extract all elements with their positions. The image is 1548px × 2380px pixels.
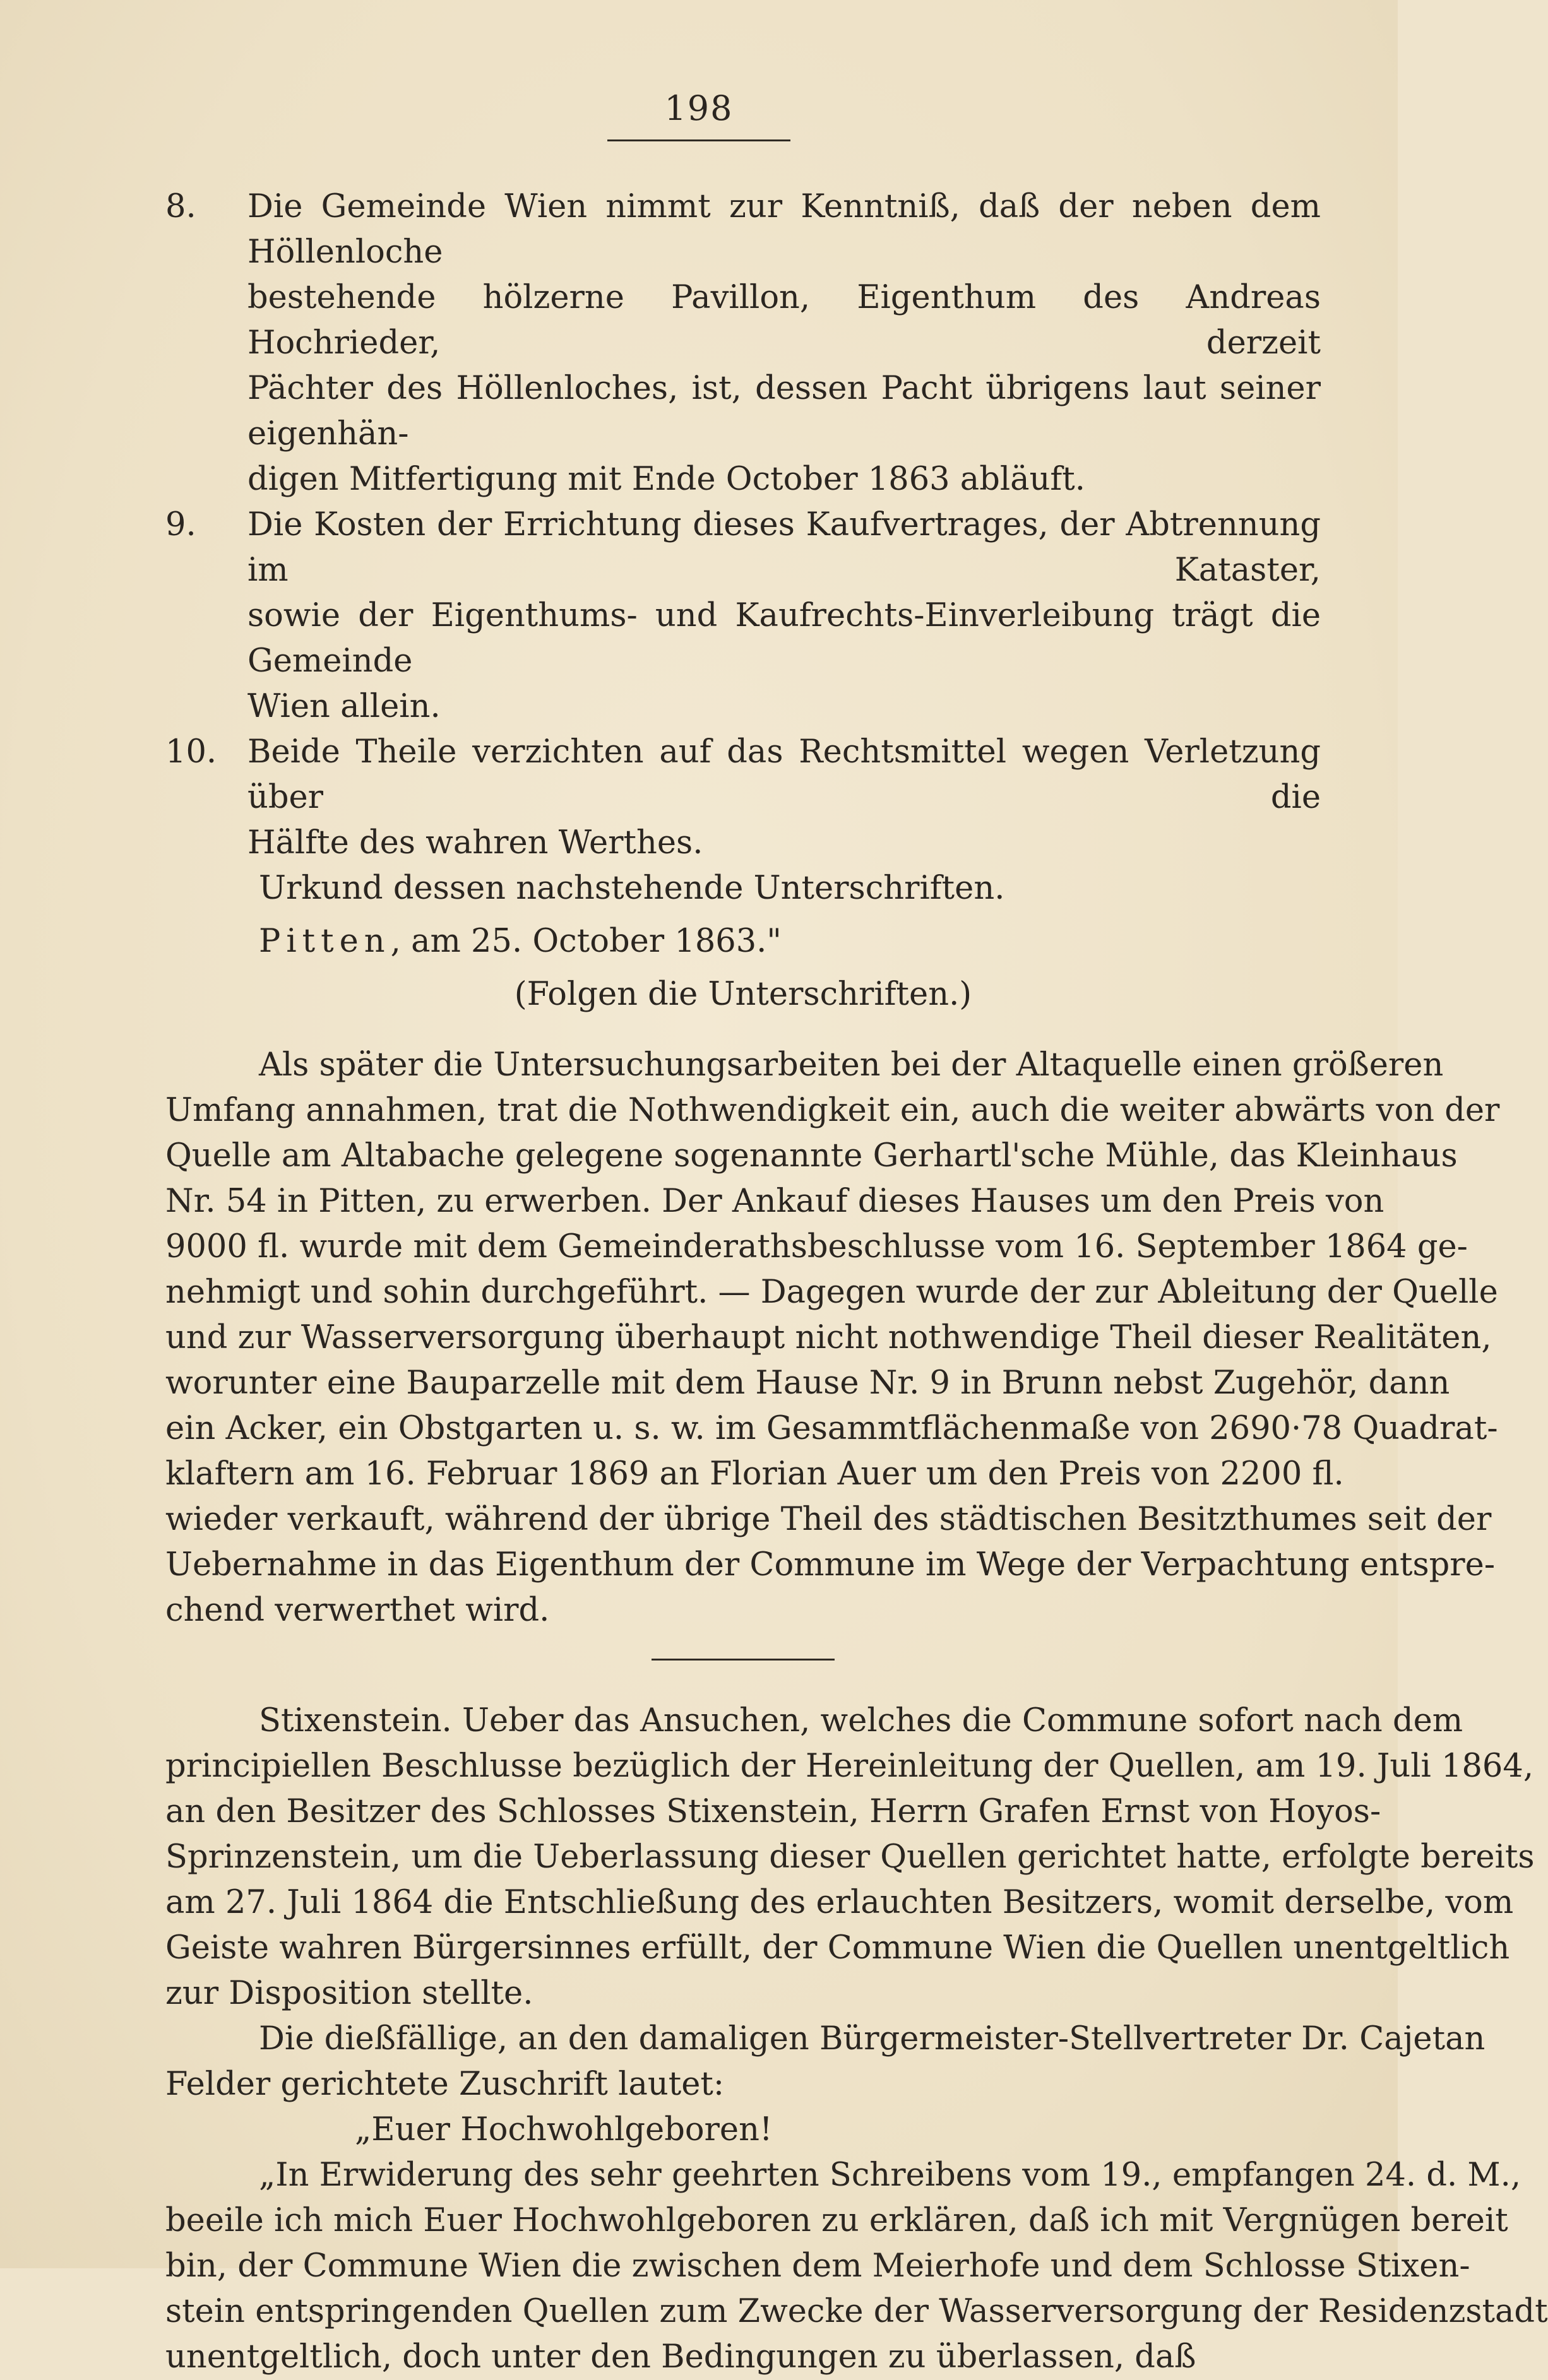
paragraph-letter <box>165 2153 1548 2380</box>
text-line: sowie der Eigenthums- und Kaufrechts-Einverleibung trägt die Gemeinde <box>247 597 1321 680</box>
text-line: beeile ich mich Euer Hochwohlgeboren zu erklären, daß ich mit Vergnügen bereit <box>165 2202 1508 2239</box>
place-name: Pitten <box>259 923 391 960</box>
text-line: Quelle am Altabache gelegene sogenannte Gerhartl'sche Mühle, das Kleinhaus <box>165 1137 1458 1175</box>
contract-item-8 <box>165 184 1321 502</box>
text-line: Hälfte des wahren Werthes. <box>247 824 703 861</box>
item-number: 10. <box>165 733 217 771</box>
text-line: stein entspringenden Quellen zum Zwecke der Wasserversorgung der Residenzstadt <box>165 2293 1548 2330</box>
section-divider <box>652 1659 835 1661</box>
text-line: Stixenstein. Ueber das Ansuchen, welches die Commune sofort nach dem <box>259 1702 1463 1739</box>
text-line: Umfang annahmen, trat die Nothwendigkeit ein, auch die weiter abwärts von der <box>165 1092 1500 1129</box>
salutation: „Euer Hochwohlgeboren! <box>355 2111 773 2148</box>
text-line: Nr. 54 in Pitten, zu erwerben. Der Ankauf dieses Hauses um den Preis von <box>165 1183 1384 1220</box>
text-line: an den Besitzer des Schlosses Stixenstein, Herrn Grafen Ernst von Hoyos- <box>165 1793 1381 1830</box>
text-line: worunter eine Bauparzelle mit dem Hause Nr. 9 in Brunn nebst Zugehör, dann <box>165 1365 1450 1402</box>
text-line: klaftern am 16. Februar 1869 an Florian Auer um den Preis von 2200 fl. <box>165 1455 1344 1493</box>
text-line: Die dießfällige, an den damaligen Bürgermeister-Stellvertreter Dr. Cajetan <box>259 2020 1485 2057</box>
text-line: am 27. Juli 1864 die Entschließung des erlauchten Besitzers, womit derselbe, vom <box>165 1884 1514 1921</box>
text-line: digen Mitfertigung mit Ende October 1863 abläuft. <box>247 461 1085 498</box>
contract-item-9 <box>165 502 1321 730</box>
text-line: principiellen Beschlusse bezüglich der Hereinleitung der Quellen, am 19. Juli 1864, <box>165 1748 1534 1785</box>
item-body <box>247 184 1321 502</box>
text-line: Pächter des Höllenloches, ist, dessen Pacht übrigens laut seiner eigenhän- <box>247 370 1321 453</box>
item-body <box>247 502 1321 730</box>
date-text: , am 25. October 1863." <box>390 923 782 960</box>
text-line: Uebernahme in das Eigenthum der Commune im Wege der Verpachtung entspre- <box>165 1546 1496 1584</box>
text-line: nehmigt und sohin durchgeführt. — Dagegen wurde der zur Ableitung der Quelle <box>165 1274 1498 1311</box>
text-line: Sprinzenstein, um die Ueberlassung dieser Quellen gerichtet hatte, erfolgte bereits <box>165 1838 1535 1876</box>
place-date-line <box>165 919 1321 964</box>
paragraph-altaquelle <box>165 1043 1500 1633</box>
text-line: Als später die Untersuchungsarbeiten bei der Altaquelle einen größeren <box>259 1046 1444 1084</box>
item-body <box>247 730 1321 866</box>
text-line: Geiste wahren Bürgersinnes erfüllt, der Commune Wien die Quellen unentgeltlich <box>165 1929 1510 1967</box>
text-line: Die Gemeinde Wien nimmt zur Kenntniß, daß der neben dem Höllenloche <box>247 188 1321 271</box>
urkund-line: Urkund dessen nachstehende Unterschriften. <box>259 870 1005 907</box>
text-line: Die Kosten der Errichtung dieses Kaufvertrages, der Abtrennung im Kataster, <box>247 506 1321 589</box>
paragraph-zuschrift <box>165 2016 1485 2107</box>
contract-item-10 <box>165 730 1321 866</box>
text-line: Beide Theile verzichten auf das Rechtsmittel wegen Verletzung über die <box>247 733 1321 816</box>
text-line: bestehende hölzerne Pavillon, Eigenthum des Andreas Hochrieder, derzeit <box>247 279 1321 362</box>
header-rule <box>607 139 790 141</box>
text-line: „In Erwiderung des sehr geehrten Schreibens vom 19., empfangen 24. d. M., <box>259 2157 1521 2194</box>
text-line: zur Disposition stellte. <box>165 1975 533 2012</box>
page-header <box>0 88 1398 141</box>
page-text <box>165 184 1548 2380</box>
text-line: chend verwerthet wird. <box>165 1592 550 1629</box>
text-line: Wien allein. <box>247 688 441 725</box>
text-line: bin, der Commune Wien die zwischen dem Meierhofe und dem Schlosse Stixen- <box>165 2247 1470 2285</box>
item-number: 9. <box>165 506 196 543</box>
text-line: ein Acker, ein Obstgarten u. s. w. im Gesammtflächenmaße von 2690·78 Quadrat- <box>165 1410 1498 1447</box>
text-line: und zur Wasserversorgung überhaupt nicht nothwendige Theil dieser Realitäten, <box>165 1319 1492 1356</box>
text-line: wieder verkauft, während der übrige Theil des städtischen Besitzthumes seit der <box>165 1501 1492 1538</box>
page-number: 198 <box>664 88 734 128</box>
paragraph-stixenstein <box>165 1698 1535 2016</box>
text-line: Felder gerichtete Zuschrift lautet: <box>165 2066 725 2103</box>
text-line: 9000 fl. wurde mit dem Gemeinderathsbeschlusse vom 16. September 1864 ge- <box>165 1228 1468 1265</box>
text-line: unentgeltlich, doch unter den Bedingungen zu überlassen, daß <box>165 2338 1196 2376</box>
item-number: 8. <box>165 188 196 225</box>
signatures-note: (Folgen die Unterschriften.) <box>514 976 972 1013</box>
